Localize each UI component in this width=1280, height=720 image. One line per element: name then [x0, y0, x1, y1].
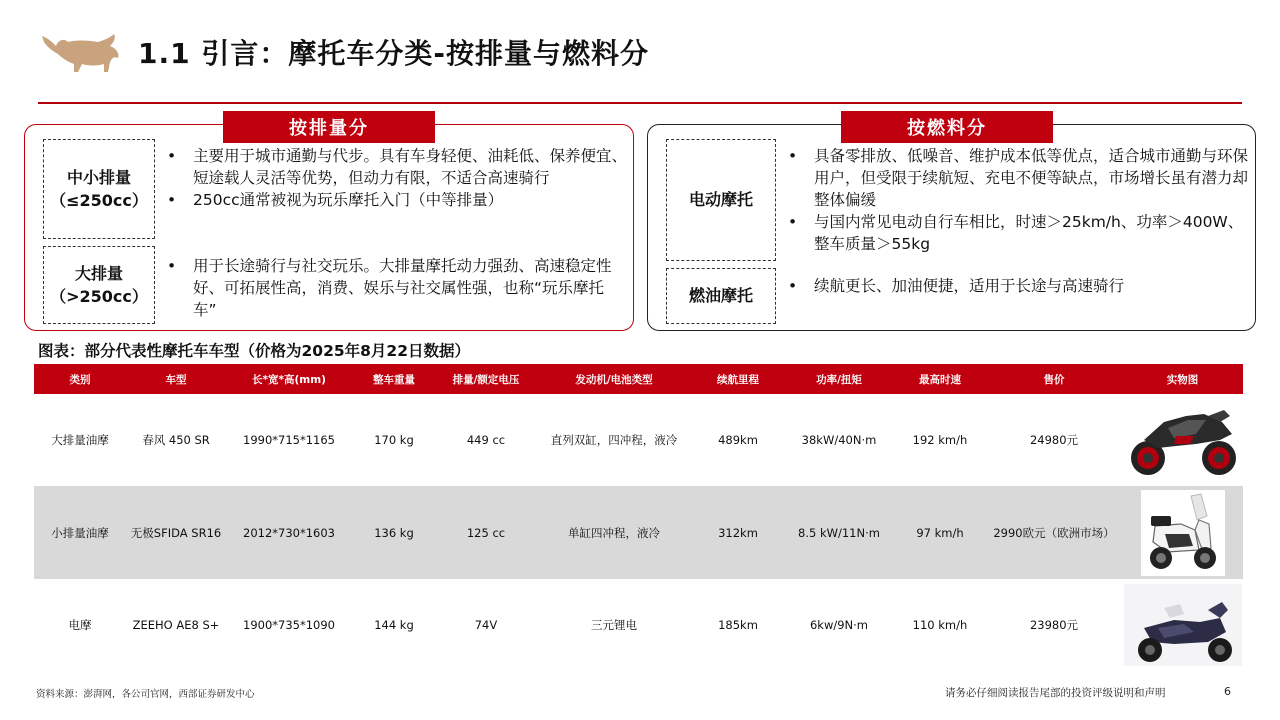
motorcycle-spec-table [34, 364, 1243, 671]
table-cell: 312km [692, 486, 784, 579]
bullet-item: • 续航更长、加油便捷，适用于长途与高速骑行 [784, 275, 1250, 297]
table-cell: 6kw/9N·m [784, 579, 894, 671]
column-header: 续航里程 [692, 364, 784, 394]
column-header: 功率/扭矩 [784, 364, 894, 394]
image-cell [1122, 394, 1243, 486]
category-fuel [666, 268, 776, 324]
table-cell: 24980元 [986, 394, 1122, 486]
table-row [34, 579, 1243, 671]
displacement-panel [24, 118, 634, 331]
fuel-panel [647, 118, 1256, 331]
table-cell: 三元锂电 [536, 579, 692, 671]
table-cell: 170 kg [352, 394, 436, 486]
table-cell: 38kW/40N·m [784, 394, 894, 486]
table-row [34, 486, 1243, 579]
table-cell: 直列双缸，四冲程，液冷 [536, 394, 692, 486]
category-large-displacement [43, 246, 155, 324]
table-cell: 125 cc [436, 486, 536, 579]
column-header: 售价 [986, 364, 1122, 394]
column-header: 整车重量 [352, 364, 436, 394]
table-cell: 电摩 [34, 579, 126, 671]
fuel-bullets [784, 275, 1250, 297]
category-small-displacement [43, 139, 155, 239]
fuel-panel-tab: 按燃料分 [841, 111, 1053, 143]
figure-caption: 图表：部分代表性摩托车车型（价格为2025年8月22日数据） [38, 342, 470, 360]
column-header: 类别 [34, 364, 126, 394]
table-cell: 144 kg [352, 579, 436, 671]
table-cell: ZEEHO AE8 S+ [126, 579, 226, 671]
column-header: 实物图 [1122, 364, 1243, 394]
electric-bullets [784, 145, 1250, 255]
bullet-item: • 具备零排放、低噪音、维护成本低等优点，适合城市通勤与环保用户，但受限于续航短、充电不便等缺点，市场增长虽有潜力却整体偏缓 [784, 145, 1250, 211]
table-cell: 74V [436, 579, 536, 671]
source-note: 资料来源：澎湃网，各公司官网，西部证券研发中心 [36, 689, 255, 700]
column-header: 排量/额定电压 [436, 364, 536, 394]
disclaimer-note: 请务必仔细阅读报告尾部的投资评级说明和声明 [945, 687, 1166, 699]
bullet-item: • 与国内常见电动自行车相比，时速＞25km/h、功率＞400W、整车质量＞55kg [784, 211, 1250, 255]
image-cell [1122, 486, 1243, 579]
bullet-item: • 250cc通常被视为玩乐摩托入门（中等排量） [163, 189, 633, 211]
table-cell: 大排量油摩 [34, 394, 126, 486]
table-cell: 2990欧元（欧洲市场） [986, 486, 1122, 579]
category-name: 中小排量 [66, 167, 131, 187]
category-name: 大排量 [74, 263, 123, 283]
table-row [34, 394, 1243, 486]
table-cell: 1990*715*1165 [226, 394, 352, 486]
table-cell: 110 km/h [894, 579, 986, 671]
table-cell: 单缸四冲程，液冷 [536, 486, 692, 579]
image-cell [1122, 579, 1243, 671]
bull-logo-icon [38, 28, 124, 76]
table-cell: 136 kg [352, 486, 436, 579]
table-cell: 春风 450 SR [126, 394, 226, 486]
table-cell: 449 cc [436, 394, 536, 486]
column-header: 长*宽*高(mm) [226, 364, 352, 394]
table-cell: 8.5 kW/11N·m [784, 486, 894, 579]
category-range: （>250cc） [50, 287, 148, 306]
small-displacement-bullets [163, 145, 633, 211]
category-name: 燃油摩托 [688, 286, 753, 306]
column-header: 车型 [126, 364, 226, 394]
sport-motorcycle-image [1124, 400, 1242, 480]
title-divider [38, 102, 1242, 104]
table-cell: 2012*730*1603 [226, 486, 352, 579]
table-header-row [34, 364, 1243, 394]
scooter-image [1141, 490, 1225, 576]
table-cell: 小排量油摩 [34, 486, 126, 579]
bullet-item: • 用于长途骑行与社交玩乐。大排量摩托动力强劲、高速稳定性好、可拓展性高，消费、娱乐与社交属性强，也称“玩乐摩托车” [163, 255, 613, 321]
column-header: 最高时速 [894, 364, 986, 394]
table-cell: 无极SFIDA SR16 [126, 486, 226, 579]
large-displacement-bullets [163, 255, 613, 321]
column-header: 发动机/电池类型 [536, 364, 692, 394]
page-number: 6 [1224, 685, 1231, 698]
category-range: （≤250cc） [50, 191, 148, 210]
category-electric [666, 139, 776, 261]
table-cell: 97 km/h [894, 486, 986, 579]
category-name: 电动摩托 [688, 190, 753, 210]
table-cell: 1900*735*1090 [226, 579, 352, 671]
table-cell: 192 km/h [894, 394, 986, 486]
page-title: 1.1 引言：摩托车分类-按排量与燃料分 [138, 37, 649, 70]
table-cell: 23980元 [986, 579, 1122, 671]
electric-scooter-image [1124, 584, 1242, 666]
table-cell: 489km [692, 394, 784, 486]
table-cell: 185km [692, 579, 784, 671]
displacement-panel-tab: 按排量分 [223, 111, 435, 143]
bullet-item: • 主要用于城市通勤与代步。具有车身轻便、油耗低、保养便宜、短途载人灵活等优势，但动力有限，不适合高速骑行 [163, 145, 633, 189]
